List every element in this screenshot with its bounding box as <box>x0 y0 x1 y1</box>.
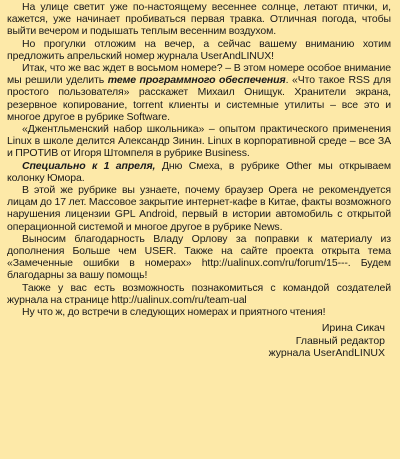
paragraph-intro: На улице светит уже по-настоящему весеннее солнце, летают птички, и, кажется, уже начинает пробиваться первая травка. Отличная погода, чтобы выйти вечером и подышать теплым весенним воздухом. <box>7 1 391 38</box>
editor-role: Главный редактор <box>295 334 385 347</box>
paragraph-business: «Джентльменский набор школьника» – опытом практического применения Linux в школе делится Александр Зинин. Linux в корпоративной среде – все ЗА и ПРОТИВ от Игоря Штомпеля в рубрике Business. <box>7 123 391 160</box>
paragraph-news: В этой же рубрике вы узнаете, почему браузер Opera не рекомендуется лицам до 17 лет. Массовое закрытие интернет-кафе в Китае, факты возможного нарушения лицензии GPL Android, первый в истории автомобиль с открытой операционной системой и многое другое в рубрике News. <box>7 184 391 233</box>
paragraph-closing: Ну что ж, до встречи в следующих номерах и приятного чтения! <box>22 306 326 319</box>
paragraph-april-fools <box>7 160 391 184</box>
paragraph-team: Также у вас есть возможность познакомиться с командой создателей журнала на странице http://ualinux.com/ru/team-ual <box>7 281 391 306</box>
april-fools-text: Дню Смеха, в рубрике Other мы открываем колонку Юмора. <box>7 159 391 184</box>
issue-contents-text-start: Итак, что же вас ждет в восьмом номере? – В этом номере особое внимание мы решили уделить <box>7 62 391 87</box>
paragraph-thanks: Выносим благодарность Владу Орлову за поправки к материалу из дополнения Больше чем USER. Также на сайте проекта открыта тема «Замеченные ошибки в номерах» http://ualinux.com/ru/forum/15---. Будем благодарны за вашу помощь! <box>7 232 391 282</box>
april-fools-emphasis: Специально к 1 апреля, <box>22 159 156 172</box>
paragraph-issue-contents <box>7 62 391 123</box>
signature-block <box>7 322 391 359</box>
software-topic-emphasis: теме программного обеспечения <box>107 74 286 87</box>
editor-name: Ирина Сикач <box>321 322 385 335</box>
magazine-name: журнала UserAndLINUX <box>268 347 385 360</box>
issue-contents-text-end: . «Что такое RSS для простого пользователя» расскажет Михаил Онищук. Хранители экрана, резервное копирование, torrent клиенты и системные утилиты – все это и многое другое в рубрике Software. <box>7 74 391 123</box>
paragraph-offer: Но прогулки отложим на вечер, а сейчас вашему вниманию хотим предложить апрельский номер журнала UserAndLINUX! <box>7 37 391 62</box>
